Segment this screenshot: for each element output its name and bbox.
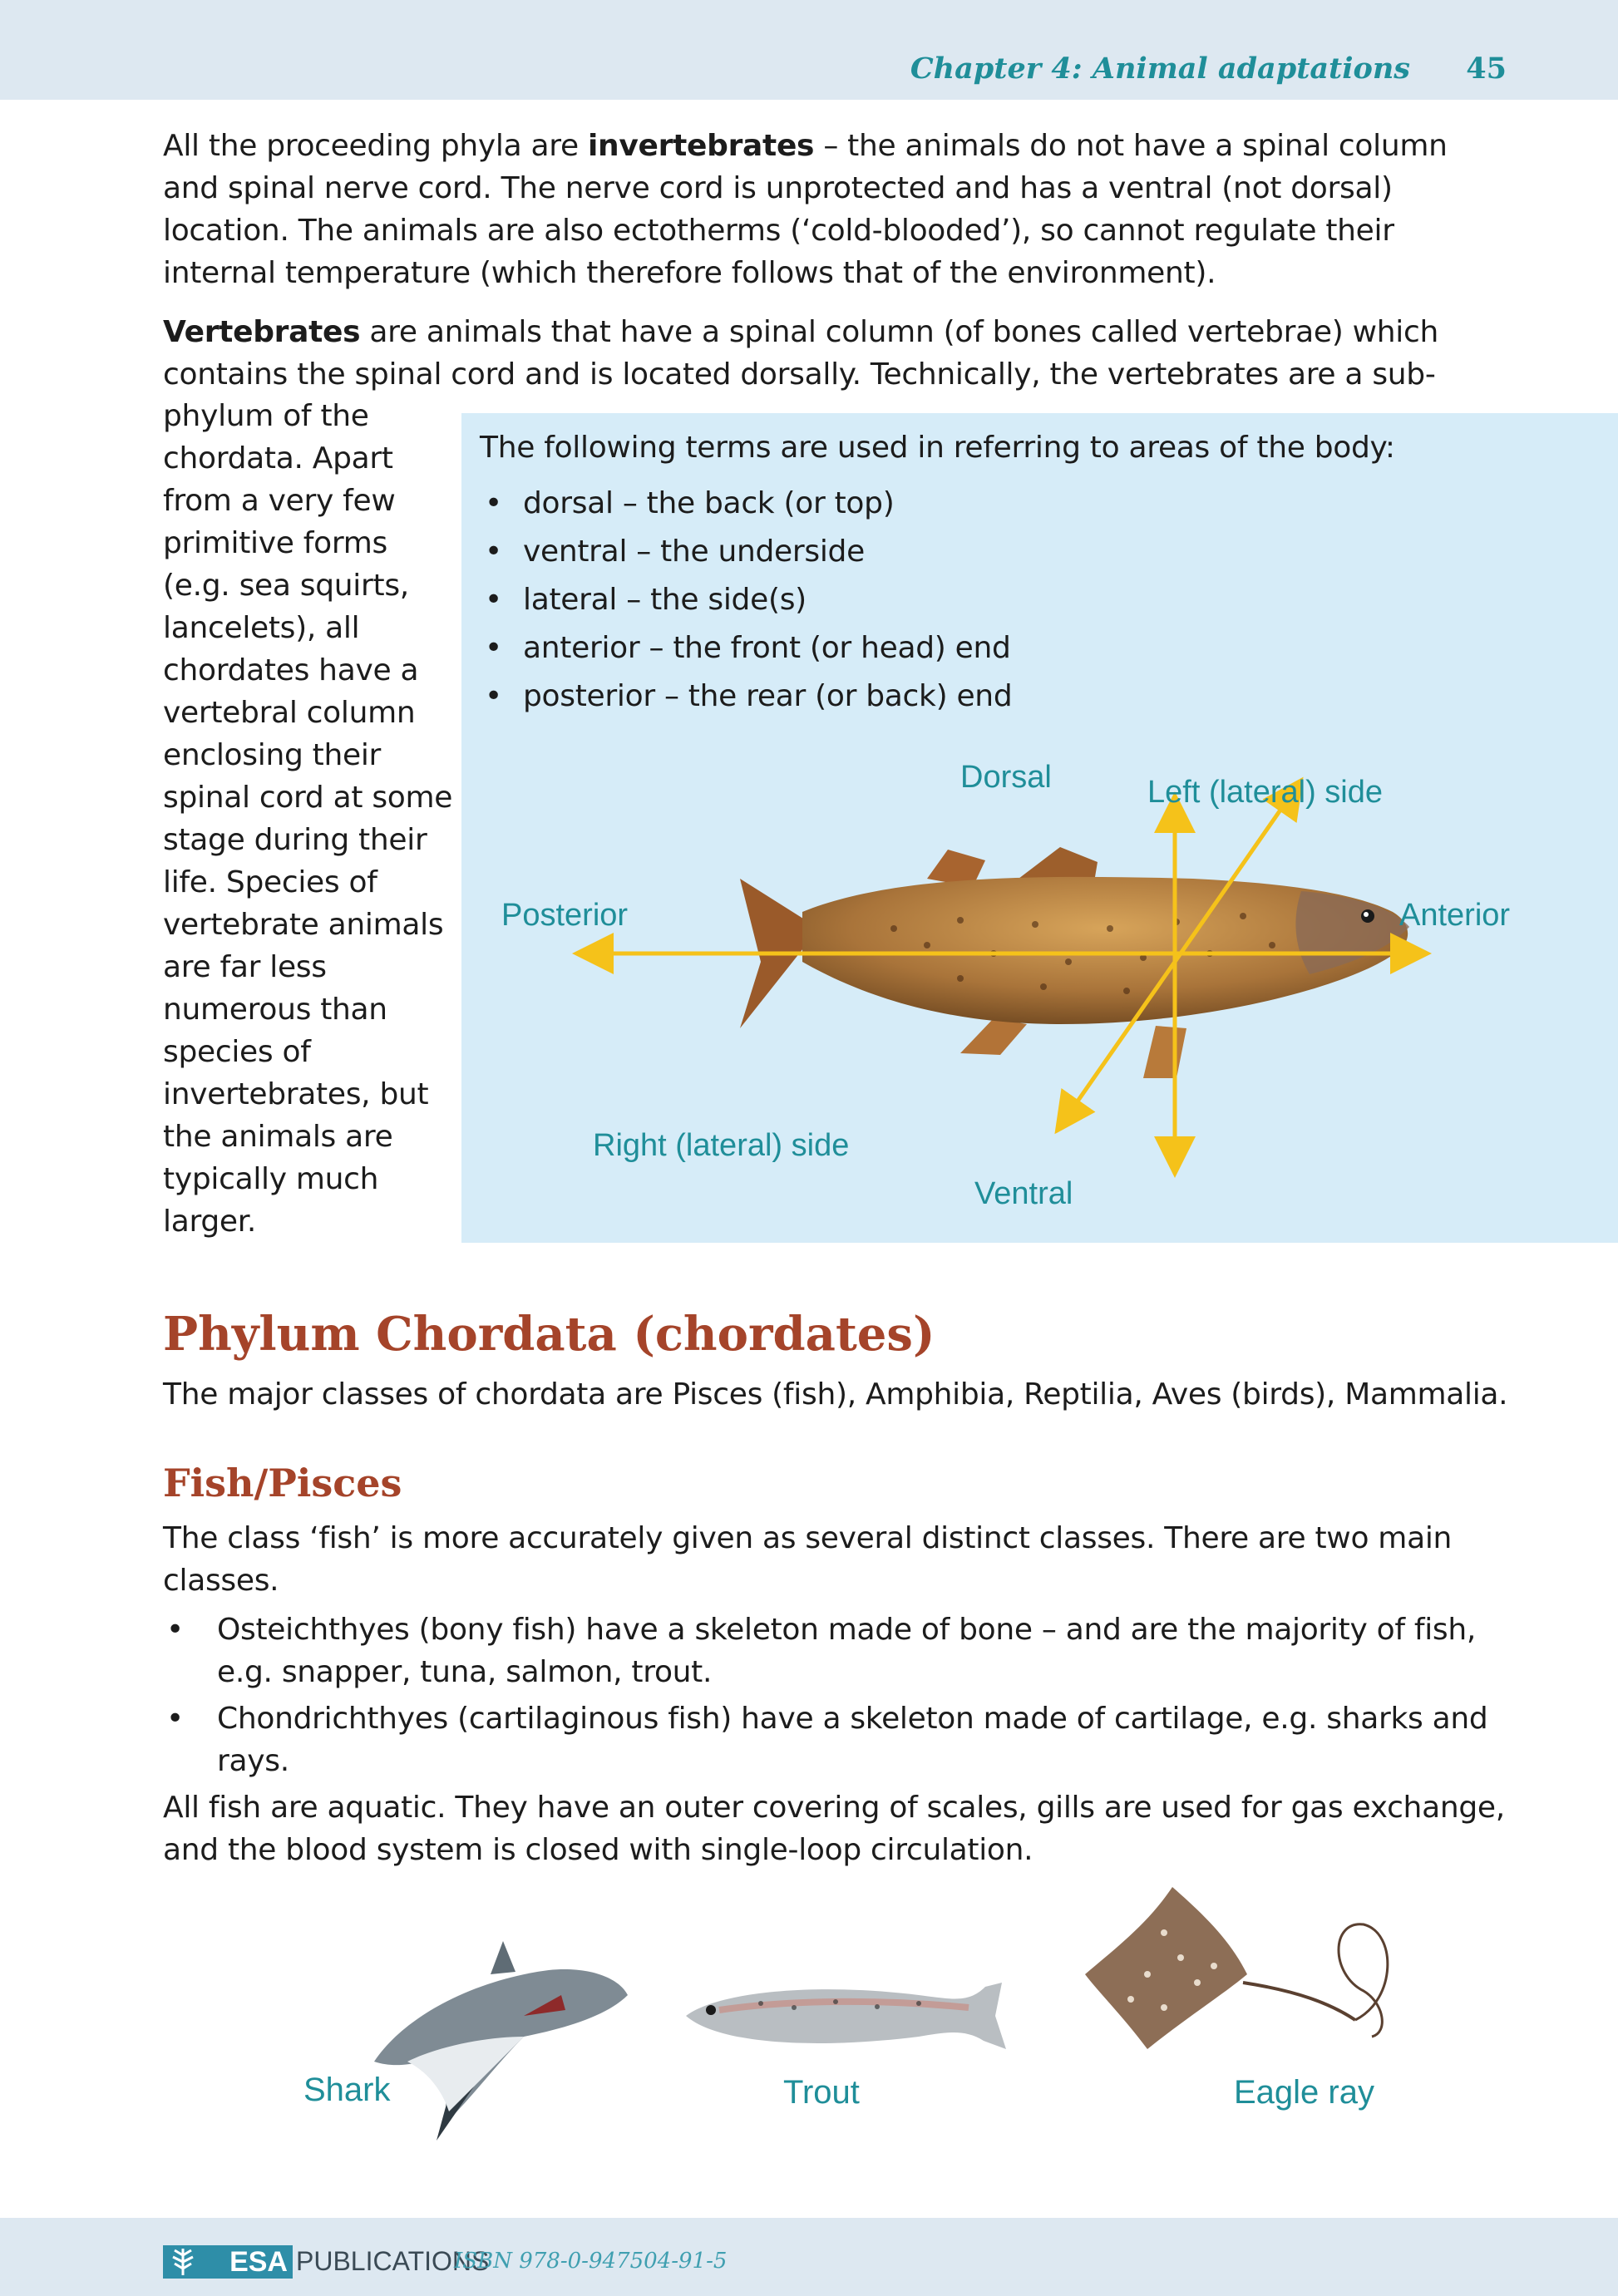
chapter-title: Chapter 4: Animal adaptations: [910, 52, 1410, 86]
trout-image: [669, 1970, 1010, 2062]
intro-paragraph-invertebrates: All the proceeding phyla are invertebrates – the animals do not have a spinal column and spinal nerve cord. The nerve cord is unprotected and has a ventral (not dorsal) location. The animals are also ectotherms (‘cold-blooded’), so cannot regulate their internal temperature (which therefore follows that of the environment).: [163, 129, 1448, 290]
trout-illustration: [740, 847, 1409, 1078]
list-item: [163, 1697, 1510, 1782]
term-lateral: • lateral – the side(s): [485, 576, 1012, 624]
caption-trout: Trout: [783, 2074, 860, 2111]
leaf-icon: [166, 2247, 200, 2277]
bullet-icon: •: [166, 1702, 184, 1736]
term-posterior: • posterior – the rear (or back) end: [485, 673, 1012, 721]
esa-logo: ESA: [163, 2245, 293, 2279]
fish-intro-paragraph: The class ‘fish’ is more accurately given as several distinct classes. There are two main classes.: [163, 1521, 1453, 1598]
term-dorsal: • dorsal – the back (or top): [485, 480, 1012, 528]
panel-intro: The following terms are used in referring to areas of the body:: [480, 431, 1395, 465]
vertebrates-side-text: phylum of the chordata. Apart from a very few primitive forms (e.g. sea squirts, lancelets), all chordates have a vertebral column enclosing their spinal cord at some stage during their life. Species of vertebrate animals are far less numerous than species of invertebrates, but the animals are typically much larger.: [163, 399, 453, 1239]
term-anterior: • anterior – the front (or head) end: [485, 624, 1012, 673]
label-right-lateral: Right (lateral) side: [593, 1128, 850, 1163]
shark-image: [358, 1937, 632, 2145]
bullet-icon: •: [166, 1613, 184, 1647]
publisher-name: PUBLICATIONS: [296, 2246, 490, 2276]
bullet-osteichthyes: Osteichthyes (bony fish) have a skeleton made of bone – and are the majority of fish, e.g. snapper, tuna, salmon, trout.: [217, 1613, 1477, 1689]
intro-paragraph-vertebrates: Vertebrates are animals that have a spinal column (of bones called vertebrae) which contains the spinal cord and is located dorsally. Technically, the vertebrates are a sub-: [163, 315, 1438, 392]
caption-eagle-ray: Eagle ray: [1234, 2074, 1374, 2111]
label-left-lateral: Left (lateral) side: [1147, 775, 1384, 810]
eagle-ray-image: [1081, 1883, 1397, 2074]
label-dorsal: Dorsal: [960, 760, 1052, 795]
term-vertebrates: Vertebrates: [163, 315, 361, 349]
label-posterior: Posterior: [501, 898, 629, 933]
fish-orientation-diagram: [461, 413, 1618, 1243]
term-invertebrates: invertebrates: [587, 129, 815, 163]
chordata-paragraph: The major classes of chordata are Pisces (fish), Amphibia, Reptilia, Aves (birds), Mammalia.: [163, 1377, 1508, 1412]
page-number: 45: [1466, 52, 1507, 86]
chordata-heading: Phylum Chordata (chordates): [163, 1307, 935, 1362]
term-ventral: • ventral – the underside: [485, 528, 1012, 576]
list-item: [163, 1609, 1510, 1693]
bullet-chondrichthyes: Chondrichthyes (cartilaginous fish) have a skeleton made of cartilage, e.g. sharks and rays.: [217, 1702, 1488, 1778]
label-ventral: Ventral: [974, 1176, 1073, 1211]
isbn: ISBN 978-0-947504-91-5: [454, 2249, 728, 2274]
caption-shark: Shark: [303, 2072, 391, 2108]
label-anterior: Anterior: [1399, 898, 1511, 933]
fish-heading: Fish/Pisces: [163, 1461, 402, 1505]
fish-closing-paragraph: All fish are aquatic. They have an outer covering of scales, gills are used for gas exchange, and the blood system is closed with single-loop circulation.: [163, 1791, 1505, 1867]
